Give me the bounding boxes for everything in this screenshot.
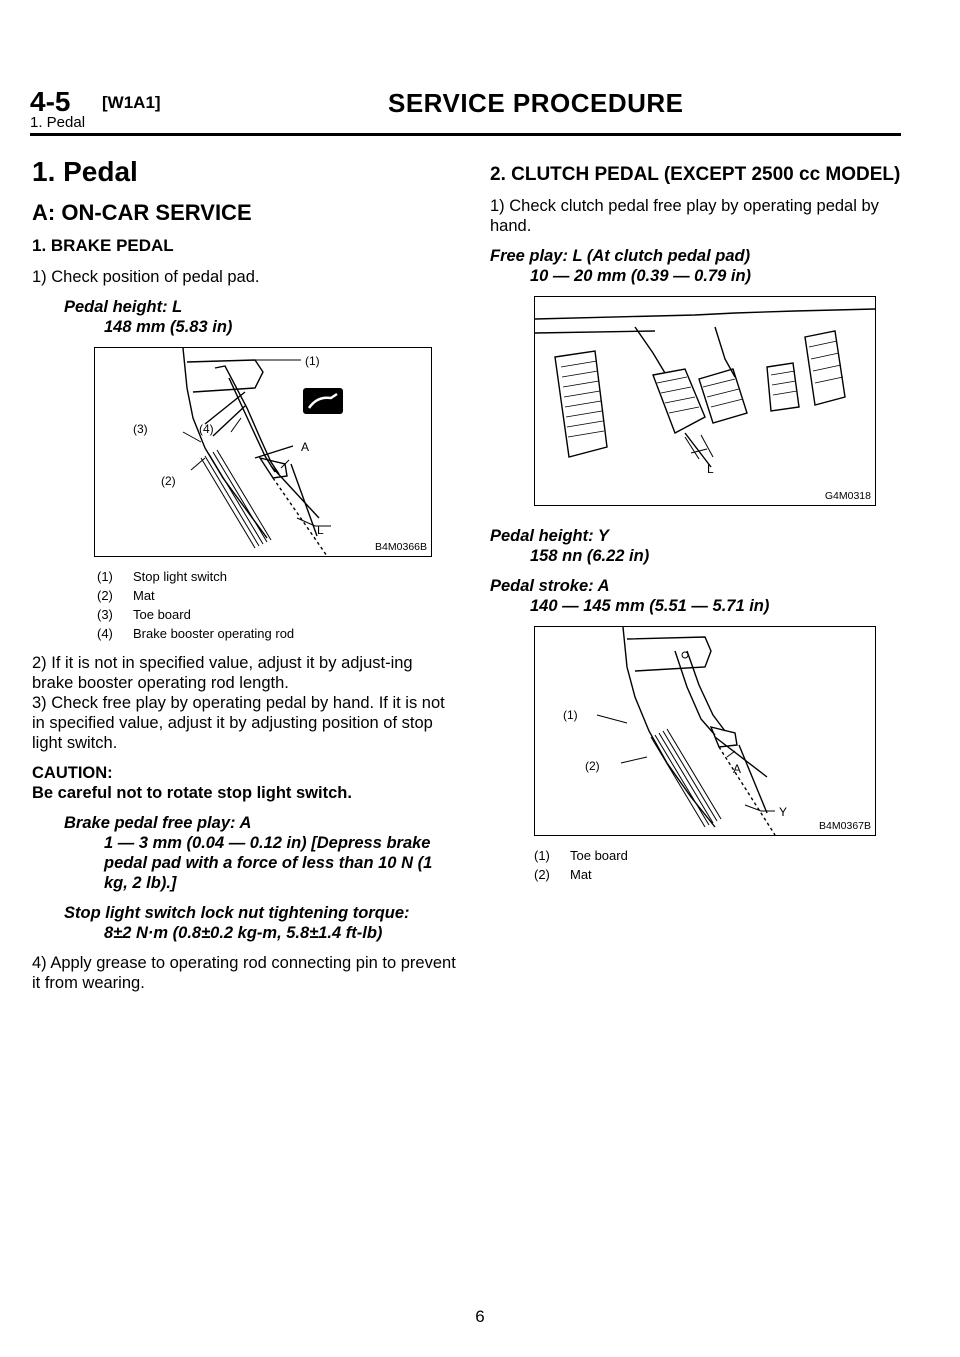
step-1: 1) Check position of pedal pad. (32, 268, 260, 286)
label-1: (1) (305, 354, 320, 368)
section-code: 4-5 (30, 86, 71, 117)
figure-id: G4M0318 (824, 490, 871, 502)
header-rule (30, 133, 901, 136)
caution-block (32, 763, 457, 803)
label-1: (1) (563, 708, 578, 722)
figure-legend (534, 846, 905, 884)
brake-pedal-figure (94, 347, 432, 557)
subsection-heading: A: ON-CAR SERVICE (32, 200, 252, 225)
figure-id: B4M0366B (375, 541, 427, 553)
step-2: 2) If it is not in specified value, adjust it by adjust-ing brake booster operating rod length. (32, 654, 413, 692)
free-play-spec (64, 813, 457, 893)
spec-value: 8±2 N·m (0.8±0.2 kg-m, 5.8±1.4 ft-lb) (104, 924, 383, 942)
step-4: 4) Apply grease to operating rod connecting pin to prevent it from wearing. (32, 954, 456, 992)
clutch-pedal-diagram (535, 297, 875, 505)
left-column (32, 155, 457, 1003)
clutch-height-figure (534, 626, 876, 836)
label-4: (4) (199, 422, 214, 436)
spec-value: 140 — 145 mm (5.51 — 5.71 in) (530, 597, 770, 615)
brake-pedal-diagram (95, 348, 431, 556)
label-y: Y (779, 805, 788, 819)
legend-item: (1) Toe board (534, 848, 628, 863)
page-subtitle: 1. Pedal (30, 114, 86, 131)
torque-spec (64, 903, 457, 943)
caution-title: CAUTION: (32, 764, 113, 782)
legend-item: (3) Toe board (97, 607, 191, 622)
caution-text: Be careful not to rotate stop light switch. (32, 784, 352, 802)
section-heading: 1. Pedal (32, 156, 138, 187)
clutch-step-1: 1) Check clutch pedal free play by operating pedal by hand. (490, 197, 879, 235)
legend-item: (2) Mat (534, 867, 592, 882)
label-l: L (707, 462, 714, 476)
legend-item: (1) Stop light switch (97, 569, 227, 584)
label-2: (2) (161, 474, 176, 488)
label-2: (2) (585, 759, 600, 773)
spec-label: Free play: L (At clutch pedal pad) (490, 247, 751, 265)
switch-icon-box (303, 388, 343, 414)
spec-label: Pedal height: Y (490, 527, 609, 545)
brake-pedal-heading: 1. BRAKE PEDAL (32, 236, 174, 255)
figure-id: B4M0367B (819, 820, 871, 832)
spec-label: Pedal height: L (64, 298, 183, 316)
spec-value: 10 — 20 mm (0.39 — 0.79 in) (530, 267, 752, 285)
free-play-l-spec (490, 246, 905, 286)
figure-legend (97, 567, 457, 643)
spec-label: Stop light switch lock nut tightening torque: (64, 904, 410, 922)
label-3: (3) (133, 422, 148, 436)
clutch-pedal-figure (534, 296, 876, 506)
label-l: L (317, 523, 324, 537)
spec-value: 148 mm (5.83 in) (104, 318, 233, 336)
page-number: 6 (475, 1307, 485, 1326)
legend-item: (4) Brake booster operating rod (97, 626, 295, 641)
spec-value: 1 — 3 mm (0.04 — 0.12 in) [Depress brake pedal pad with a force of less than 10 N (1 kg, 2 lb).] (104, 834, 433, 892)
clutch-pedal-heading: 2. CLUTCH PEDAL (EXCEPT 2500 cc MODEL) (490, 164, 901, 185)
right-column (490, 163, 905, 894)
legend-item: (2) Mat (97, 588, 155, 603)
pedal-height-spec (64, 297, 457, 337)
label-a: A (733, 762, 742, 776)
page-title: SERVICE PROCEDURE (388, 88, 684, 118)
spec-label: Brake pedal free play: A (64, 814, 252, 832)
pedal-height-y-spec (490, 526, 905, 566)
spec-label: Pedal stroke: A (490, 577, 610, 595)
step-3: 3) Check free play by operating pedal by hand. If it is not in specified value, adjust it by adjusting position of stop light switch. (32, 694, 445, 752)
spec-value: 158 nn (6.22 in) (530, 547, 650, 565)
pedal-stroke-spec (490, 576, 905, 616)
label-a: A (301, 440, 310, 454)
section-ref: [W1A1] (102, 93, 161, 112)
clutch-height-diagram (535, 627, 875, 835)
